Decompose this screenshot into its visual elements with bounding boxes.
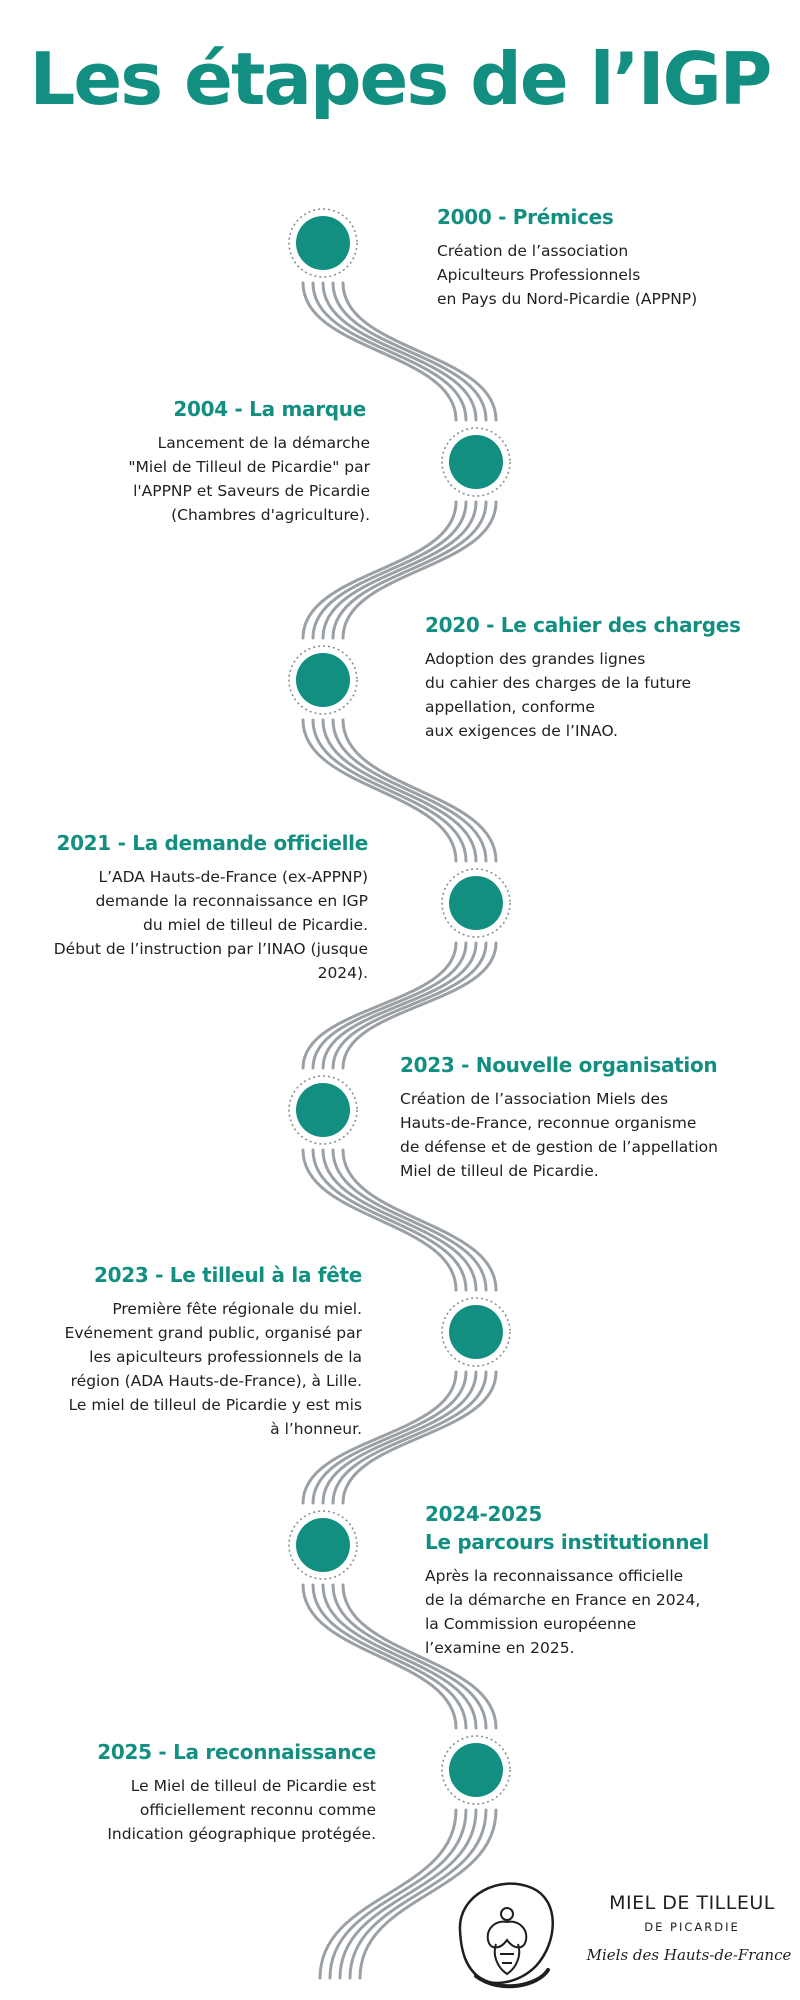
step-description: Création de l’association Miels des Hauts-de-France, reconnue organisme de défense et de gestion de l’appellation Miel de tilleul de Picardie. <box>400 1090 718 1180</box>
timeline-step-2024-2025 <box>425 1500 785 1660</box>
timeline-step-2004 <box>20 395 370 527</box>
timeline-step-2023-organisation <box>400 1051 785 1183</box>
brand-subtitle: DE PICARDIE <box>644 1920 740 1934</box>
step-heading: 2000 - Prémices <box>437 205 614 229</box>
timeline-node-6 <box>449 1305 503 1359</box>
timeline-node-4 <box>449 876 503 930</box>
timeline-node-1 <box>296 216 350 270</box>
step-heading: 2023 - Le tilleul à la fête <box>94 1263 362 1287</box>
timeline-node-7 <box>296 1518 350 1572</box>
timeline-node-8 <box>449 1743 503 1797</box>
step-description: Adoption des grandes lignes du cahier des charges de la future appellation, conforme aux exigences de l’INAO. <box>425 650 692 740</box>
timeline-node-2 <box>449 435 503 489</box>
timeline-step-2025 <box>20 1738 376 1846</box>
step-heading: 2020 - Le cahier des charges <box>425 613 741 637</box>
step-heading: 2025 - La reconnaissance <box>97 1740 376 1764</box>
step-description: Première fête régionale du miel. Evénement grand public, organisé par les apiculteurs professionnels de la région (ADA Hauts-de-France), à Lille. Le miel de tilleul de Picardie y est mis à l’honneur. <box>64 1300 362 1438</box>
step-description: Le Miel de tilleul de Picardie est officiellement reconnu comme Indication géographique protégée. <box>107 1777 376 1843</box>
step-heading: 2024-2025 Le parcours institutionnel <box>425 1502 709 1554</box>
step-heading: 2004 - La marque <box>173 397 366 421</box>
step-description: Lancement de la démarche "Miel de Tilleul de Picardie" par l'APPNP et Saveurs de Picardie (Chambres d'agriculture). <box>128 434 370 524</box>
step-description: Création de l’association Apiculteurs Professionnels en Pays du Nord-Picardie (APPNP) <box>437 242 698 308</box>
step-heading: 2023 - Nouvelle organisation <box>400 1053 718 1077</box>
step-description: L’ADA Hauts-de-France (ex-APPNP) demande la reconnaissance en IGP du miel de tilleul de Picardie. Début de l’instruction par l’INAO (jusque 2024). <box>53 868 368 982</box>
brand-logo <box>440 1870 800 2000</box>
page-title: Les étapes de l’IGP <box>29 37 771 121</box>
timeline-step-2021 <box>20 829 368 985</box>
timeline-node-5 <box>296 1083 350 1137</box>
timeline-node-3 <box>296 653 350 707</box>
brand-signature: Miels des Hauts-de-France <box>586 1946 792 1964</box>
timeline-step-2000 <box>437 203 777 311</box>
timeline-step-2023-fete <box>20 1261 362 1441</box>
bee-emblem-icon <box>440 1870 580 2000</box>
step-description: Après la reconnaissance officielle de la démarche en France en 2024, la Commission européenne l’examine en 2025. <box>425 1567 701 1657</box>
step-heading: 2021 - La demande officielle <box>56 831 368 855</box>
brand-name: MIEL DE TILLEUL <box>609 1892 775 1914</box>
timeline-step-2020 <box>425 611 785 743</box>
